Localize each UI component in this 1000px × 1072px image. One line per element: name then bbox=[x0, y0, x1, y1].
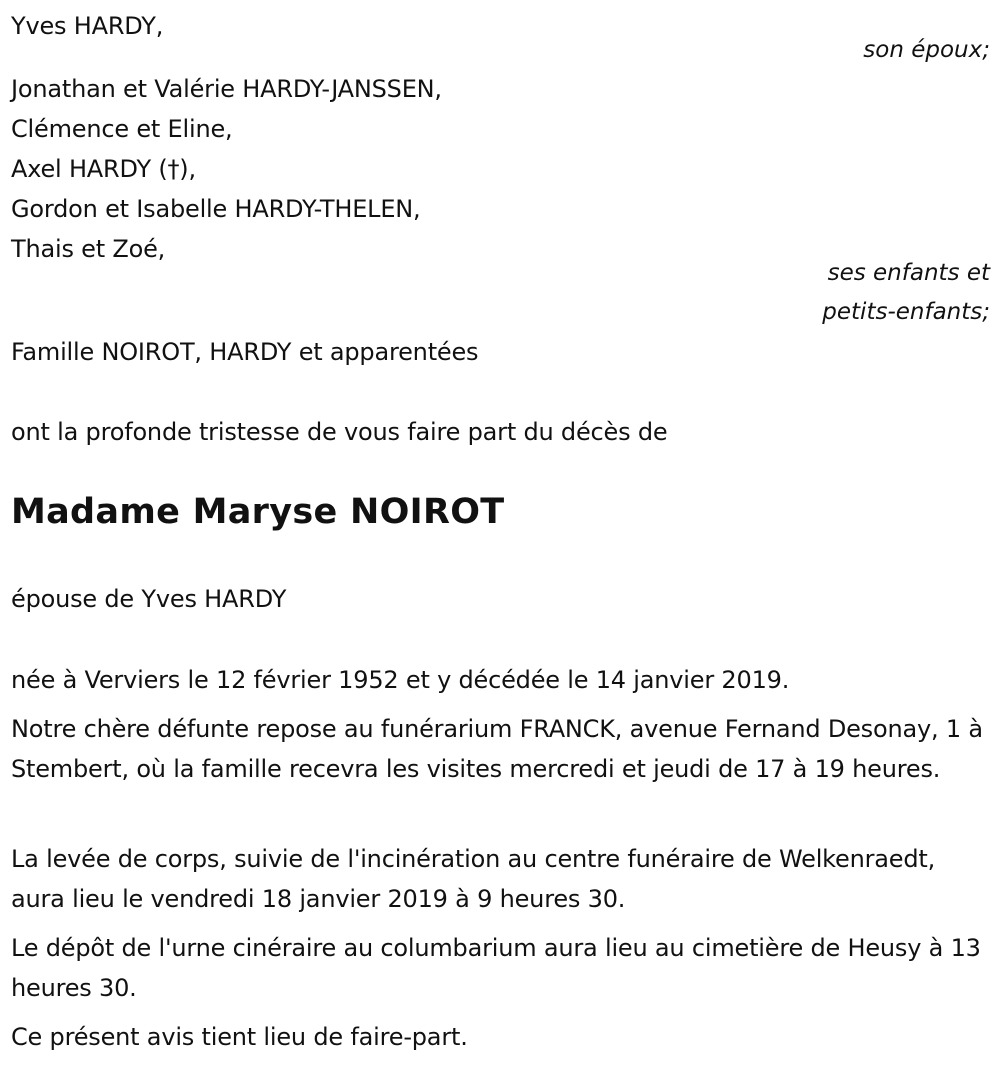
closing-paragraph: Ce présent avis tient lieu de faire-part. bbox=[11, 1023, 468, 1051]
children-line-2: Clémence et Eline, bbox=[11, 115, 233, 143]
ceremony-paragraph: La levée de corps, suivie de l'incinération au centre funéraire de Welkenraedt, aura lieu le vendredi 18 janvier 2019 à 9 heures 30. bbox=[11, 845, 936, 913]
deceased-name: Madame Maryse NOIROT bbox=[11, 492, 505, 532]
children-role-line-1: ses enfants et bbox=[827, 260, 990, 286]
funerarium-paragraph: Notre chère défunte repose au funérarium FRANCK, avenue Fernand Desonay, 1 à Stembert, où la famille recevra les visites mercredi et jeudi de 17 à 19 heures. bbox=[11, 715, 983, 783]
children-role-line-2: petits-enfants; bbox=[822, 299, 990, 325]
extended-family: Famille NOIROT, HARDY et apparentées bbox=[11, 338, 479, 366]
urn-paragraph: Le dépôt de l'urne cinéraire au columbarium aura lieu au cimetière de Heusy à 13 heures 30. bbox=[11, 934, 981, 1002]
announcement-text: ont la profonde tristesse de vous faire part du décès de bbox=[11, 418, 668, 446]
birth-death-paragraph: née à Verviers le 12 février 1952 et y décédée le 14 janvier 2019. bbox=[11, 666, 790, 694]
children-line-1: Jonathan et Valérie HARDY-JANSSEN, bbox=[11, 75, 442, 103]
children-line-5: Thais et Zoé, bbox=[11, 235, 166, 263]
children-line-4: Gordon et Isabelle HARDY-THELEN, bbox=[11, 195, 421, 223]
spouse-of-text: épouse de Yves HARDY bbox=[11, 585, 287, 613]
spouse-role: son époux; bbox=[863, 37, 990, 63]
children-line-3: Axel HARDY (†), bbox=[11, 155, 196, 183]
spouse-name: Yves HARDY, bbox=[11, 12, 164, 40]
